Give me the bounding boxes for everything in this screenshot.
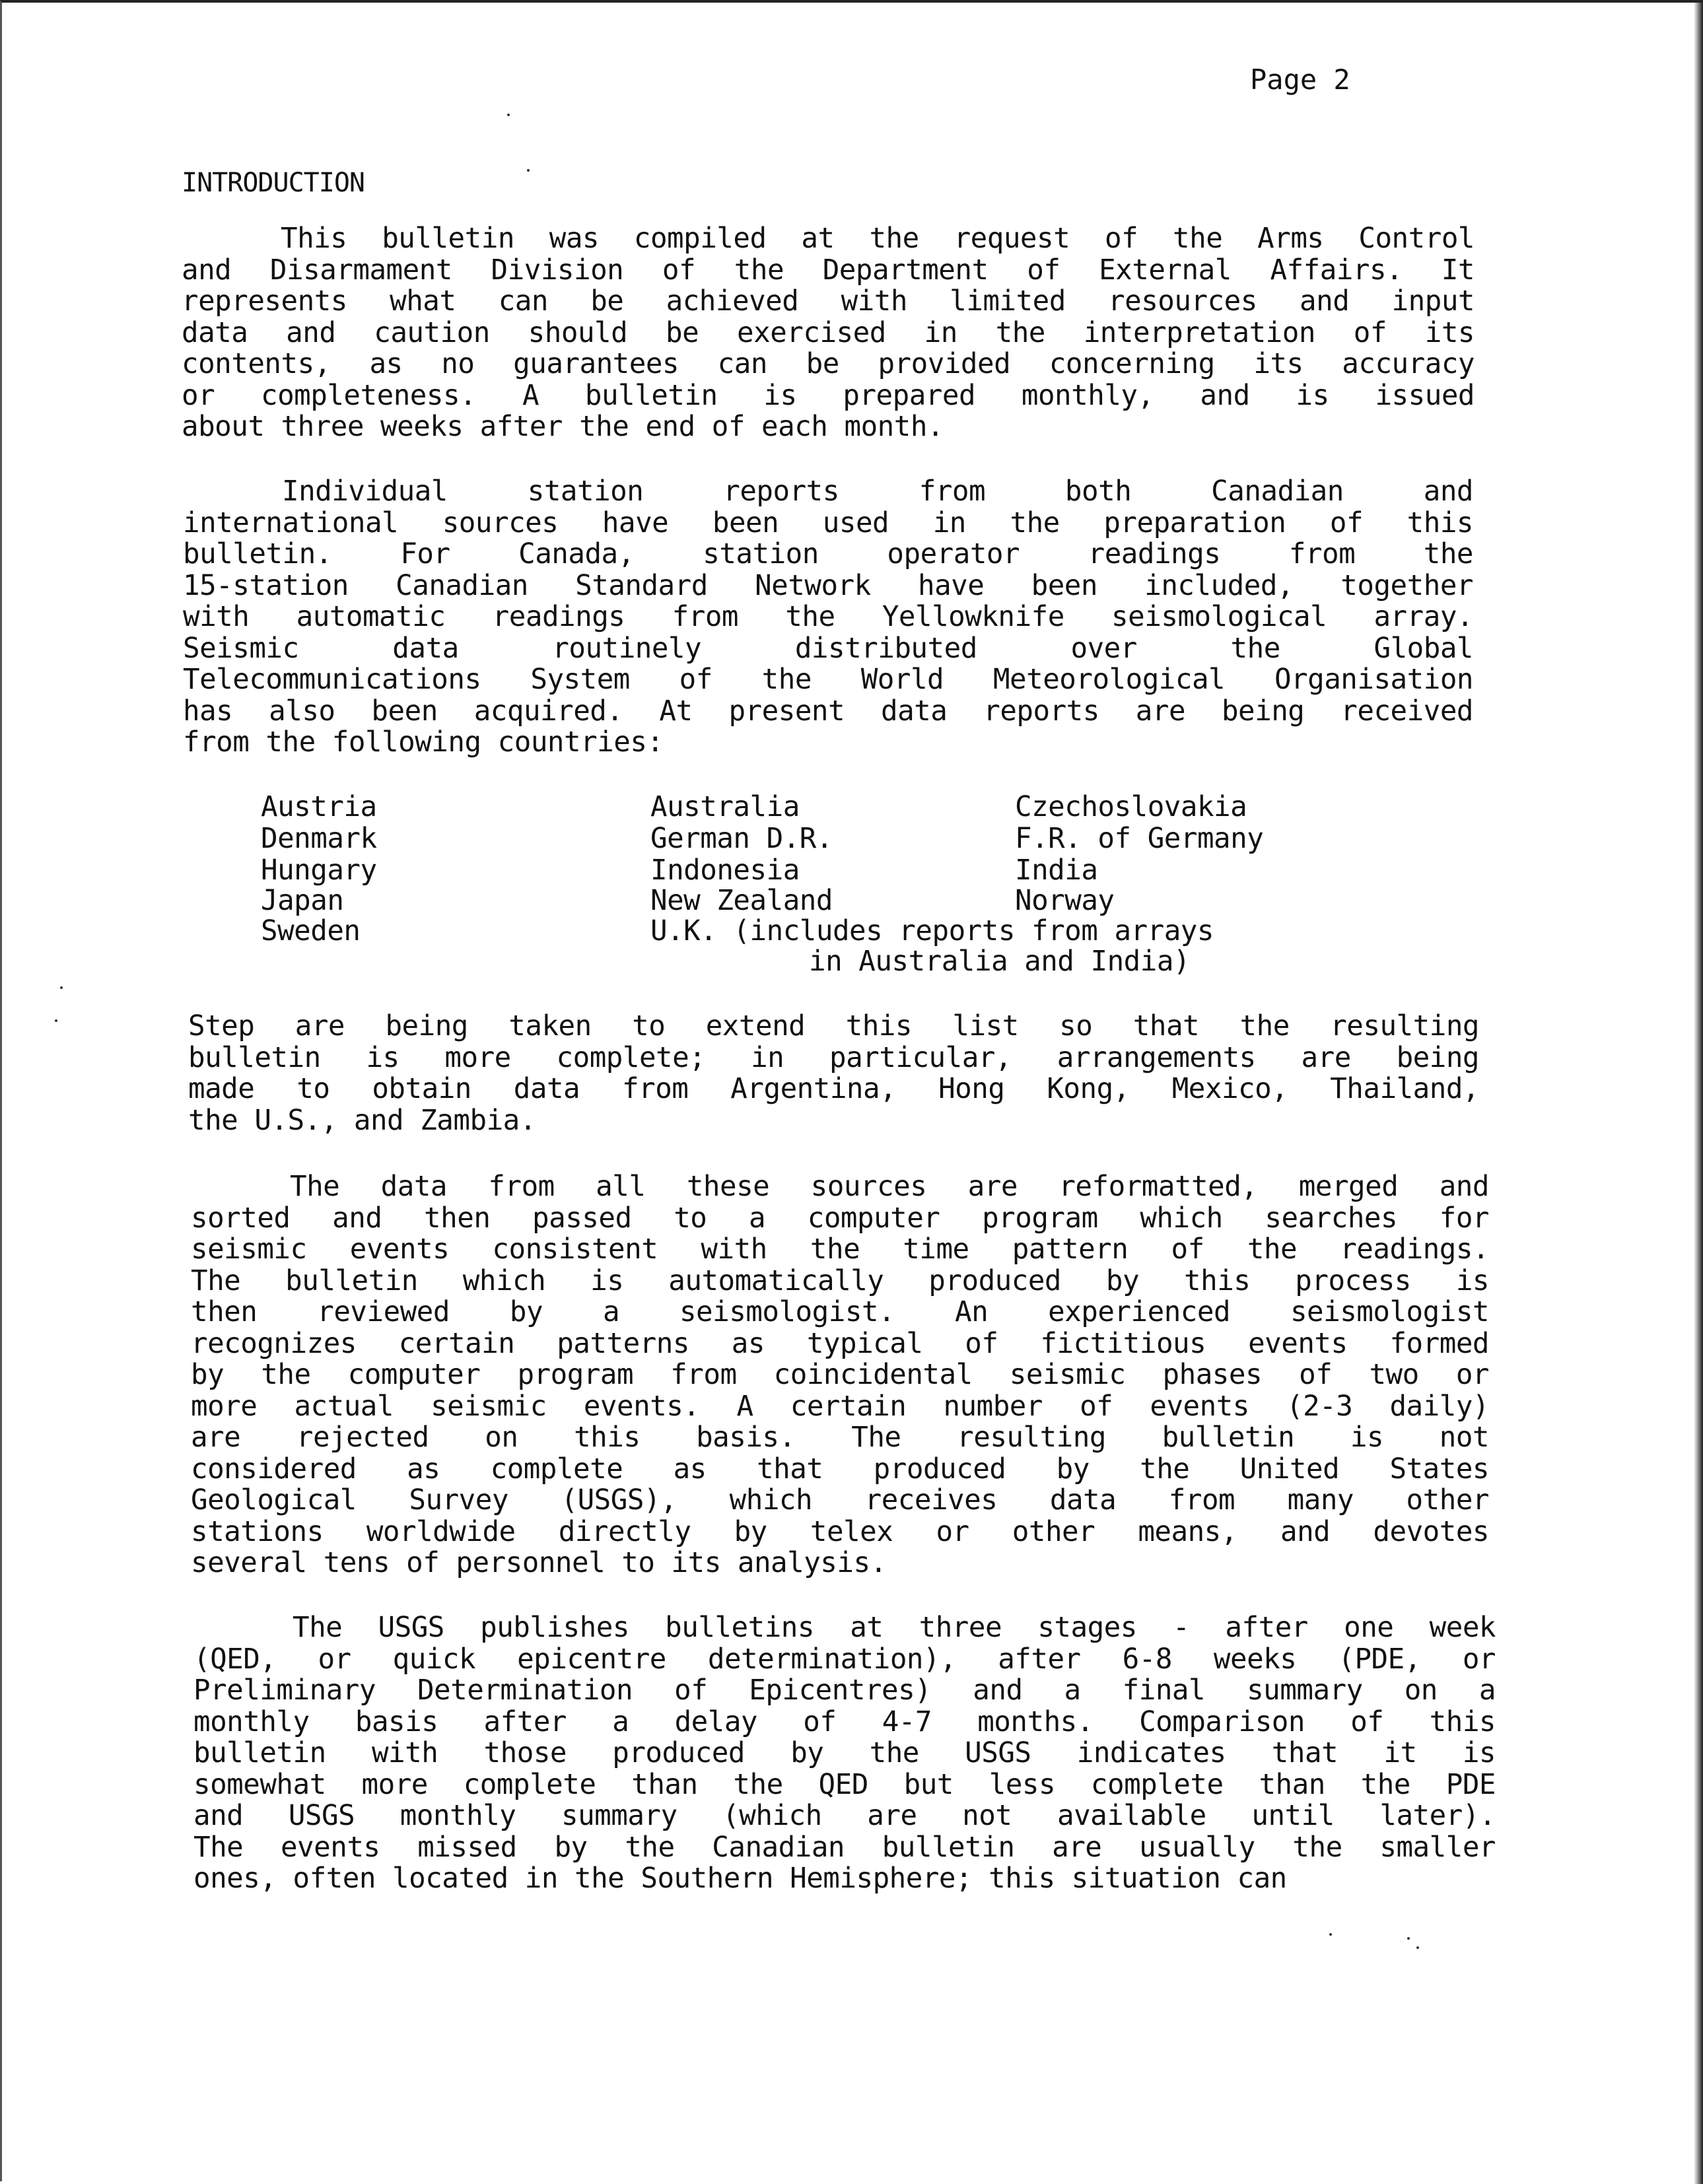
- text-line: contents, as no guarantees can be provided concerning its accuracy: [182, 348, 1475, 380]
- country-name: Indonesia: [650, 854, 800, 887]
- country-name: Denmark: [261, 823, 377, 855]
- text-line: from the following countries:: [183, 726, 664, 759]
- text-line: and Disarmament Division of the Department of External Affairs. It: [182, 254, 1475, 287]
- country-name: Norway: [1015, 885, 1115, 917]
- paragraph-station-reports: [183, 476, 1473, 759]
- country-row: [261, 915, 1344, 946]
- text-line: then reviewed by a seismologist. An experienced seismologist: [191, 1296, 1489, 1328]
- paragraph-intro: [182, 223, 1475, 443]
- page-number: Page 2: [1250, 63, 1350, 96]
- section-heading: INTRODUCTION: [182, 168, 365, 198]
- scan-speck: [1416, 1946, 1419, 1949]
- text-line: several tens of personnel to its analysis.: [191, 1547, 887, 1579]
- scan-speck: [527, 169, 530, 172]
- text-line: has also been acquired. At present data reports are being received: [183, 695, 1473, 728]
- country-name: U.K. (includes reports from arrays: [650, 915, 1214, 947]
- text-line: bulletin is more complete; in particular, arrangements are being: [188, 1041, 1479, 1074]
- scan-speck: [1329, 1933, 1332, 1936]
- text-line: and USGS monthly summary (which are not available until later).: [193, 1800, 1496, 1832]
- country-name: New Zealand: [650, 885, 833, 917]
- text-line: more actual seismic events. A certain number of events (2-3 daily): [191, 1390, 1489, 1423]
- text-line: made to obtain data from Argentina, Hong Kong, Mexico, Thailand,: [188, 1073, 1479, 1105]
- text-line: The USGS publishes bulletins at three stages - after one week: [293, 1612, 1496, 1644]
- scan-speck: [1407, 1937, 1410, 1940]
- country-row: [261, 854, 1344, 885]
- text-line: stations worldwide directly by telex or other means, and devotes: [191, 1515, 1489, 1548]
- paragraph-usgs: [193, 1612, 1496, 1895]
- text-line: The data from all these sources are reformatted, merged and: [290, 1171, 1489, 1203]
- country-row: [261, 791, 1344, 822]
- country-name: Australia: [650, 791, 800, 823]
- text-line: considered as complete as that produced by the United States: [191, 1452, 1489, 1485]
- text-line: This bulletin was compiled at the request of the Arms Control: [281, 222, 1475, 255]
- country-name: Japan: [261, 885, 344, 917]
- scan-edge-shadow: [1694, 3, 1703, 2184]
- text-line: Step are being taken to extend this list so that the resulting: [188, 1010, 1479, 1042]
- country-name: India: [1015, 854, 1098, 887]
- country-note: in Australia and India): [809, 945, 1191, 978]
- text-line: international sources have been used in the preparation of this: [183, 506, 1473, 539]
- country-name: Sweden: [261, 915, 361, 947]
- text-line: the U.S., and Zambia.: [188, 1104, 536, 1137]
- text-line: bulletin. For Canada, station operator readings from the: [183, 538, 1473, 570]
- text-line: sorted and then passed to a computer program which searches for: [191, 1202, 1489, 1235]
- text-line: 15-station Canadian Standard Network have been included, together: [183, 569, 1473, 602]
- text-line: data and caution should be exercised in the interpretation of its: [182, 316, 1475, 349]
- text-line: with automatic readings from the Yellowknife seismological array.: [183, 601, 1473, 633]
- scan-speck: [60, 986, 63, 989]
- text-line: recognizes certain patterns as typical of fictitious events formed: [191, 1327, 1489, 1360]
- text-line: Telecommunications System of the World Meteorological Organisation: [183, 664, 1473, 696]
- text-line: are rejected on this basis. The resulting bulletin is not: [191, 1421, 1489, 1454]
- text-line: monthly basis after a delay of 4-7 months. Comparison of this: [193, 1705, 1496, 1738]
- text-line: or completeness. A bulletin is prepared monthly, and is issued: [182, 379, 1475, 412]
- country-name: German D.R.: [650, 823, 833, 855]
- text-line: bulletin with those produced by the USGS indicates that it is: [193, 1737, 1496, 1769]
- text-line: (QED, or quick epicentre determination), after 6-8 weeks (PDE, or: [193, 1643, 1496, 1676]
- text-line: Seismic data routinely distributed over the Global: [183, 632, 1473, 665]
- text-line: The events missed by the Canadian bulletin are usually the smaller: [193, 1831, 1496, 1864]
- text-line: seismic events consistent with the time pattern of the readings.: [191, 1233, 1489, 1266]
- text-line: Geological Survey (USGS), which receives data from many other: [191, 1484, 1489, 1517]
- text-line: about three weeks after the end of each month.: [182, 411, 944, 443]
- country-row: [261, 823, 1344, 854]
- country-name: Hungary: [261, 854, 377, 887]
- text-line: somewhat more complete than the QED but less complete than the PDE: [193, 1768, 1496, 1801]
- paragraph-processing: [191, 1171, 1489, 1579]
- text-line: The bulletin which is automatically produced by this process is: [191, 1264, 1489, 1297]
- country-name: Austria: [261, 791, 377, 823]
- text-line: Preliminary Determination of Epicentres) and a final summary on a: [193, 1674, 1496, 1707]
- text-line: ones, often located in the Southern Hemisphere; this situation can: [193, 1862, 1287, 1895]
- country-row: [261, 885, 1344, 916]
- scan-speck: [55, 1019, 57, 1022]
- country-list: [261, 791, 1344, 989]
- text-line: by the computer program from coincidental seismic phases of two or: [191, 1359, 1489, 1391]
- country-name: F.R. of Germany: [1015, 823, 1264, 855]
- paragraph-extend-list: [188, 1011, 1479, 1136]
- text-line: Individual station reports from both Canadian and: [282, 475, 1473, 508]
- country-name: Czechoslovakia: [1015, 791, 1247, 823]
- scan-speck: [507, 114, 510, 116]
- text-line: represents what can be achieved with limited resources and input: [182, 285, 1475, 318]
